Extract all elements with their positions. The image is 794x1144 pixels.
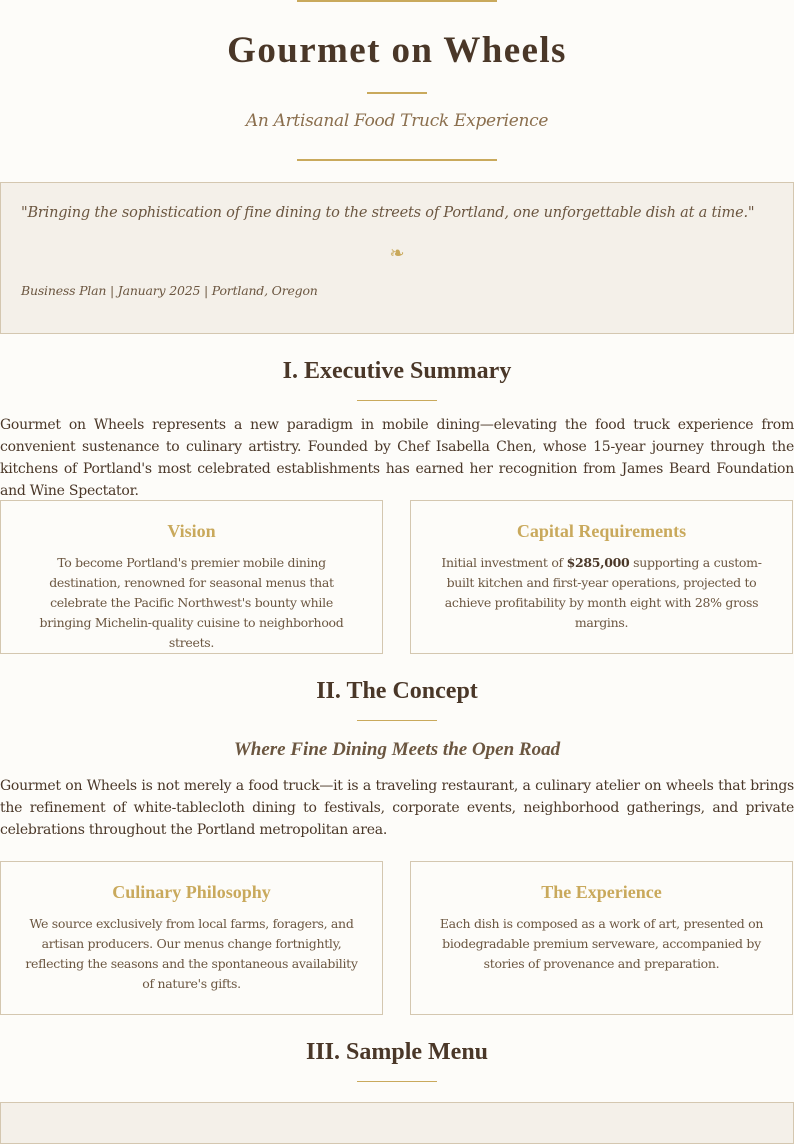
document-title: Gourmet on Wheels (227, 30, 567, 71)
card-vision (0, 500, 383, 654)
card-title: Capital Requirements (516, 521, 687, 541)
card-title: The Experience (541, 882, 662, 902)
card-capital-requirements (410, 500, 793, 654)
card-the-experience (410, 861, 793, 1015)
card-body (433, 553, 770, 633)
sample-menu-box (0, 1102, 794, 1144)
card-body: Each dish is composed as a work of art, presented on biodegradable premium serveware, accompanied by stories of provenance and preparation. (439, 916, 764, 971)
document-subtitle: An Artisanal Food Truck Experience (245, 111, 549, 131)
card-culinary-philosophy (0, 861, 383, 1015)
mission-quote-box (0, 182, 794, 334)
section-divider (357, 1081, 437, 1082)
card-title: Vision (167, 521, 216, 541)
header-bottom-rule (297, 159, 497, 161)
section-divider (357, 400, 437, 401)
section-divider (357, 720, 437, 721)
investment-amount: $285,000 (566, 555, 630, 570)
card-body-prefix: Initial investment of (441, 555, 567, 570)
card-body-suffix: supporting a custom-built kitchen and first-year operations, projected to achieve profitability by month eight with 28% gross margins. (444, 555, 762, 630)
concept-paragraph: Gourmet on Wheels is not merely a food truck—it is a traveling restaurant, a culinary atelier on wheels that brings the refinement of white-tablecloth dining to festivals, corporate events, neighborhood gatherings, and private celebrations throughout the Portland metropolitan area. (0, 778, 794, 838)
section-heading-executive-summary: I. Executive Summary (282, 358, 512, 384)
mission-quote: "Bringing the sophistication of fine dining to the streets of Portland, one unforgettable dish at a time." (21, 205, 755, 221)
card-body: We source exclusively from local farms, foragers, and artisan producers. Our menus change fortnightly, reflecting the seasons and the spontaneous availability of nature's gifts. (25, 916, 358, 991)
card-title: Culinary Philosophy (112, 882, 271, 902)
section-heading-the-concept: II. The Concept (316, 678, 478, 704)
title-divider (367, 92, 427, 94)
executive-summary-paragraph: Gourmet on Wheels represents a new paradigm in mobile dining—elevating the food truck experience from convenient sustenance to culinary artistry. Founded by Chef Isabella Chen, whose 15-year journey through the kitchens of Portland's most celebrated establishments has earned her recognition from James Beard Foundation and Wine Spectator. (0, 417, 794, 499)
header-top-rule (297, 0, 497, 2)
document-meta: Business Plan | January 2025 | Portland, Oregon (21, 283, 318, 298)
concept-subheading: Where Fine Dining Meets the Open Road (233, 739, 561, 760)
floral-heart-icon: ❧ (389, 243, 405, 264)
card-body: To become Portland's premier mobile dining destination, renowned for seasonal menus that celebrate the Pacific Northwest's bounty while bringing Michelin-quality cuisine to neighborhood streets. (39, 555, 344, 650)
section-heading-sample-menu: III. Sample Menu (305, 1039, 489, 1065)
